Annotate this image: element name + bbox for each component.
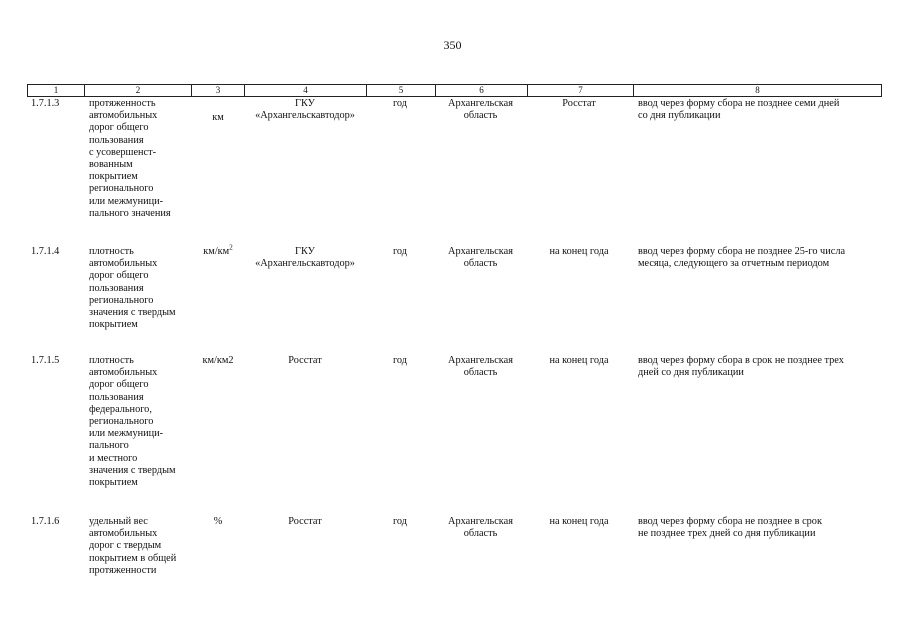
page-number: 350 (443, 38, 462, 52)
unit-text: % (213, 516, 223, 527)
unit (194, 355, 242, 367)
column-number: 2 (85, 85, 192, 97)
column-number: 1 (28, 85, 85, 97)
period: год (392, 355, 408, 366)
source: на конец года (549, 355, 609, 366)
unit (194, 243, 242, 258)
unit (194, 516, 242, 528)
indicator-code: 1.7.1.5 (31, 355, 60, 366)
source: Росстат (562, 98, 596, 109)
column-number-header (27, 84, 882, 97)
territory: Архангельская область (448, 98, 513, 122)
period: год (392, 516, 408, 527)
responsible: ГКУ «Архангельскавтодор» (255, 98, 355, 122)
column-number: 6 (436, 85, 528, 97)
indicator-name: удельный вес автомобильных дорог с твердым покрытием в общей протяженности (89, 516, 177, 576)
indicator-code: 1.7.1.4 (31, 246, 60, 257)
territory: Архангельская область (448, 355, 513, 379)
collection-method: ввод через форму сбора не позднее 25-го числа месяца, следующего за отчетным периодом (638, 246, 846, 270)
column-number: 4 (245, 85, 367, 97)
column-number: 7 (528, 85, 634, 97)
responsible: Росстат (288, 355, 322, 366)
unit-text: км/км (203, 246, 230, 257)
responsible: Росстат (288, 516, 322, 527)
indicator-code: 1.7.1.3 (31, 98, 60, 109)
collection-method: ввод через форму сбора не позднее семи дней со дня публикации (638, 98, 840, 122)
unit (194, 112, 242, 124)
territory: Архангельская область (448, 246, 513, 270)
column-number: 8 (634, 85, 882, 97)
collection-method: ввод через форму сбора не позднее в срок не позднее трех дней со дня публикации (638, 516, 822, 540)
indicator-name: плотность автомобильных дорог общего пользования регионального значения с твердым покрытием (89, 246, 176, 331)
period: год (392, 246, 408, 257)
indicator-name: плотность автомобильных дорог общего пользования федерального, регионального или межмуници- пального и местного значения с твердым покрытием (89, 355, 176, 489)
territory: Архангельская область (448, 516, 513, 540)
indicator-code: 1.7.1.6 (31, 516, 60, 527)
collection-method: ввод через форму сбора в срок не позднее трех дней со дня публикации (638, 355, 844, 379)
source: на конец года (549, 516, 609, 527)
indicator-name: протяженность автомобильных дорог общего пользования с усовершенст- вованным покрытием регионального или межмуници- пального значения (89, 98, 171, 219)
column-number: 5 (367, 85, 436, 97)
unit-text: км/км2 (202, 355, 234, 366)
responsible: ГКУ «Архангельскавтодор» (255, 246, 355, 270)
column-number: 3 (192, 85, 245, 97)
unit-exponent: 2 (229, 243, 233, 252)
period: год (392, 98, 408, 109)
source: на конец года (549, 246, 609, 257)
unit-text: км (212, 112, 224, 123)
